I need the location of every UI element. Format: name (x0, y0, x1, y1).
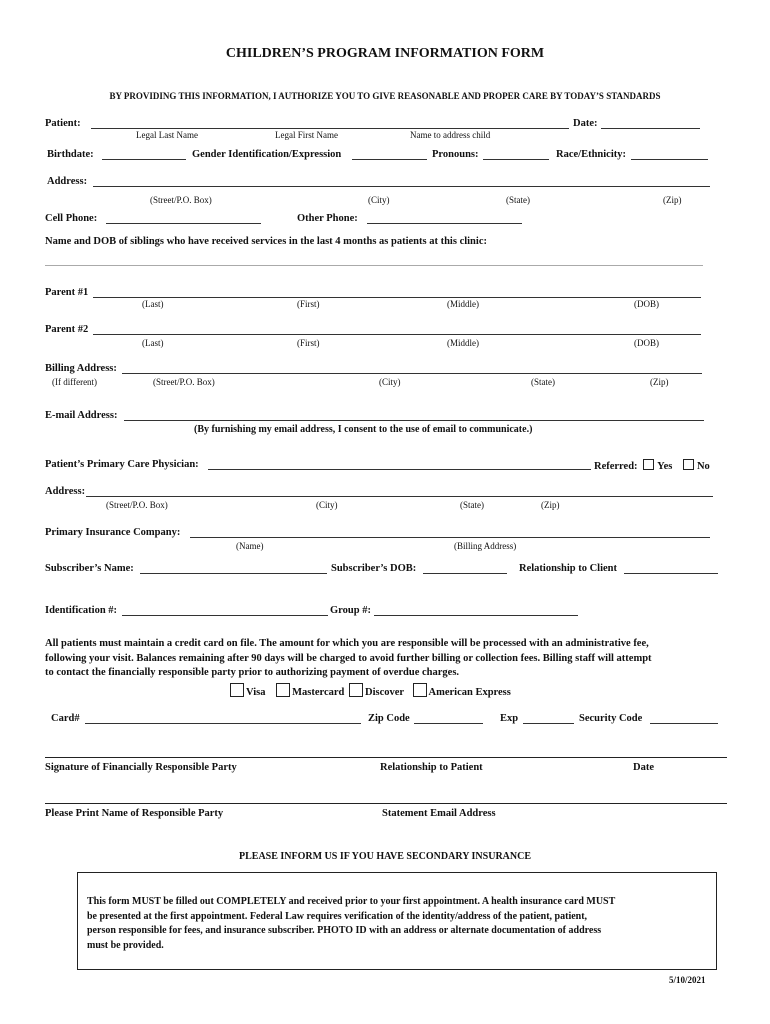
address-label: Address: (47, 176, 88, 187)
parent1-middle-hint: (Middle) (447, 299, 479, 309)
billing-city-hint: (City) (379, 377, 401, 387)
siblings-label: Name and DOB of siblings who have received services in the last 4 months as patients at this clinic: (45, 236, 487, 247)
card-type-options (230, 683, 511, 698)
parent1-label: Parent #1 (45, 287, 89, 298)
signature-label: Signature of Financially Responsible Party (45, 762, 237, 773)
authorization-statement: BY PROVIDING THIS INFORMATION, I AUTHORIZE YOU TO GIVE REASONABLE AND PROPER CARE BY TODAY’S STANDARDS (109, 91, 661, 101)
referred-yes-checkbox[interactable] (643, 459, 654, 470)
notice-text (87, 895, 707, 953)
visa-label: Visa (246, 687, 266, 698)
billing-state-hint: (State) (531, 377, 555, 387)
subscriber-name-field[interactable] (140, 573, 327, 574)
pronouns-field[interactable] (483, 159, 549, 160)
insurance-field[interactable] (190, 537, 710, 538)
parent2-label: Parent #2 (45, 324, 89, 335)
insurance-billing-hint: (Billing Address) (454, 541, 517, 551)
notice-line-1: This form MUST be filled out COMPLETELY and received prior to your first appointment. A health insurance card MUST (87, 896, 616, 907)
state-hint: (State) (506, 195, 530, 205)
parent1-field[interactable] (93, 297, 701, 298)
parent1-first-hint: (First) (297, 299, 320, 309)
physician-zip-hint: (Zip) (541, 500, 560, 510)
other-phone-field[interactable] (367, 223, 522, 224)
card-number-label: Card# (51, 713, 80, 724)
identification-label: Identification #: (45, 605, 118, 616)
parent2-middle-hint: (Middle) (447, 338, 479, 348)
billing-zip-hint: (Zip) (650, 377, 669, 387)
revision-date: 5/10/2021 (669, 975, 706, 985)
discover-label: Discover (365, 687, 404, 698)
mastercard-checkbox[interactable] (276, 683, 290, 697)
billing-street-hint: (Street/P.O. Box) (153, 377, 215, 387)
physician-label: Patient’s Primary Care Physician: (45, 459, 199, 470)
billing-address-label: Billing Address: (45, 363, 117, 374)
email-consent: (By furnishing my email address, I consent to the use of email to communicate.) (194, 424, 533, 435)
billing-if-different-hint: (If different) (52, 377, 98, 387)
parent2-first-hint: (First) (297, 338, 320, 348)
insurance-name-hint: (Name) (236, 541, 264, 551)
zip-hint: (Zip) (663, 195, 682, 205)
gender-label: Gender Identification/Expression (192, 149, 342, 160)
amex-label: American Express (428, 687, 511, 698)
referred-no-checkbox[interactable] (683, 459, 694, 470)
insurance-label: Primary Insurance Company: (45, 527, 181, 538)
subscriber-name-label: Subscriber’s Name: (45, 563, 134, 574)
discover-checkbox[interactable] (349, 683, 363, 697)
group-field[interactable] (374, 615, 578, 616)
referred-label (594, 459, 710, 472)
physician-address-field[interactable] (86, 496, 713, 497)
gender-field[interactable] (352, 159, 427, 160)
date-field[interactable] (601, 128, 700, 129)
billing-address-field[interactable] (122, 373, 702, 374)
name-to-address-hint: Name to address child (410, 130, 491, 140)
parent2-dob-hint: (DOB) (634, 338, 659, 348)
cell-phone-label: Cell Phone: (45, 213, 98, 224)
cell-phone-field[interactable] (106, 223, 261, 224)
visa-checkbox[interactable] (230, 683, 244, 697)
parent1-dob-hint: (DOB) (634, 299, 659, 309)
legal-last-name-hint: Legal Last Name (136, 130, 198, 140)
address-field[interactable] (93, 186, 710, 187)
notice-line-3: person responsible for fees, and insurance subscriber. PHOTO ID with an address or alternate documentation of address (87, 925, 602, 936)
physician-city-hint: (City) (316, 500, 338, 510)
exp-label: Exp (500, 713, 519, 724)
subscriber-dob-label: Subscriber’s DOB: (331, 563, 417, 574)
race-label: Race/Ethnicity: (556, 149, 626, 160)
zip-code-field[interactable] (414, 723, 483, 724)
referred-yes-label: Yes (657, 461, 673, 472)
relationship-patient-label: Relationship to Patient (380, 762, 483, 773)
signature-date-label: Date (633, 762, 654, 773)
mastercard-label: Mastercard (292, 687, 345, 698)
notice-line-4: must be provided. (87, 939, 164, 951)
race-field[interactable] (631, 159, 708, 160)
subscriber-dob-field[interactable] (423, 573, 507, 574)
credit-policy-line-3: to contact the financially responsible party prior to authorizing payment of overdue charges. (45, 667, 460, 678)
statement-email-label: Statement Email Address (382, 808, 496, 819)
security-code-label: Security Code (579, 713, 643, 724)
secondary-insurance-notice: PLEASE INFORM US IF YOU HAVE SECONDARY INSURANCE (239, 851, 531, 862)
credit-card-policy (45, 637, 725, 681)
parent2-last-hint: (Last) (142, 338, 164, 348)
parent2-field[interactable] (93, 334, 701, 335)
physician-street-hint: (Street/P.O. Box) (106, 500, 168, 510)
birthdate-label: Birthdate: (47, 149, 94, 160)
pronouns-label: Pronouns: (432, 149, 479, 160)
relationship-client-label: Relationship to Client (519, 563, 618, 574)
security-code-field[interactable] (650, 723, 718, 724)
identification-field[interactable] (122, 615, 328, 616)
group-label: Group #: (330, 605, 371, 616)
physician-state-hint: (State) (460, 500, 484, 510)
zip-code-label: Zip Code (368, 713, 410, 724)
credit-policy-line-2: following your visit. Balances remaining after 90 days will be charged to avoid further billing or collection fees. Billing staff will attempt (45, 652, 652, 664)
physician-address-label: Address: (45, 486, 86, 497)
birthdate-field[interactable] (102, 159, 186, 160)
referred-no-label: No (696, 461, 710, 472)
city-hint: (City) (368, 195, 390, 205)
street-hint: (Street/P.O. Box) (150, 195, 212, 205)
legal-first-name-hint: Legal First Name (275, 130, 338, 140)
print-name-label: Please Print Name of Responsible Party (45, 808, 224, 819)
parent1-last-hint: (Last) (142, 299, 164, 309)
exp-field[interactable] (523, 723, 574, 724)
notice-box (77, 872, 717, 970)
referred-text: Referred: (594, 461, 638, 472)
patient-name-field[interactable] (91, 128, 569, 129)
email-label: E-mail Address: (45, 410, 118, 421)
amex-checkbox[interactable] (413, 683, 427, 697)
siblings-field[interactable] (45, 265, 703, 266)
print-name-line[interactable] (45, 803, 727, 804)
card-number-field[interactable] (85, 723, 361, 724)
patient-label: Patient: (45, 118, 81, 129)
notice-line-2: be presented at the first appointment. Federal Law requires verification of the identity/address of the patient, patient, (87, 910, 588, 922)
relationship-client-field[interactable] (624, 573, 718, 574)
credit-policy-line-1: All patients must maintain a credit card on file. The amount for which you are responsible will be processed with an administrative fee, (45, 638, 649, 649)
date-label: Date: (573, 118, 598, 129)
other-phone-label: Other Phone: (297, 213, 358, 224)
email-field[interactable] (124, 420, 704, 421)
signature-line[interactable] (45, 757, 727, 758)
physician-field[interactable] (208, 469, 591, 470)
form-title: CHILDREN’S PROGRAM INFORMATION FORM (225, 46, 545, 61)
